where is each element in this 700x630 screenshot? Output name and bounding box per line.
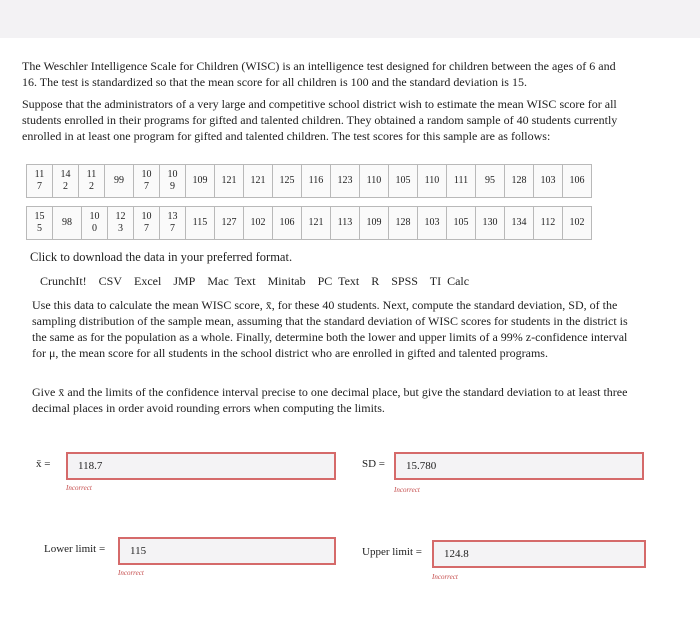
score-cell [160,207,186,240]
score-cell: 102 [244,207,273,240]
score-digits-bottom: 7 [170,223,175,234]
score-cell: 109 [360,207,389,240]
score-cell: 115 [186,207,215,240]
scenario-paragraph [22,96,684,144]
score-digits-top: 10 [141,169,152,180]
score-cell: 105 [389,165,418,198]
score-digits-bottom: 3 [118,223,123,234]
score-cell: 127 [215,207,244,240]
score-cell [27,165,53,198]
format-link-csv[interactable]: CSV [98,274,122,288]
xbar-feedback: Incorrect [66,484,92,492]
sd-label: SD = [362,458,386,470]
intro-line: The Weschler Intelligence Scale for Children (WISC) is an intelligence test designed for children between the ages of 6 and [22,59,616,73]
format-link-crunchit[interactable]: CrunchIt! [40,274,87,288]
scores-table-row-1 [26,164,592,198]
sd-input[interactable]: 15.780 [394,452,644,480]
score-digits-bottom: 7 [144,181,149,192]
score-cell: 116 [302,165,331,198]
precision-line: decimal places in order avoid rounding errors when computing the limits. [32,401,385,415]
format-link-jmp[interactable]: JMP [173,274,196,288]
score-cell: 102 [563,207,592,240]
score-cell [53,165,79,198]
score-cell: 130 [476,207,505,240]
score-digits-bottom: 2 [89,181,94,192]
score-cell [108,207,134,240]
score-cell: 134 [505,207,534,240]
download-format-list [40,274,475,289]
score-cell: 99 [105,165,134,198]
format-link-ti-calc[interactable]: TI Calc [429,274,470,288]
score-digits-bottom: 2 [63,181,68,192]
score-cell: 105 [447,207,476,240]
score-digits-bottom: 5 [37,223,42,234]
score-digits-top: 15 [34,211,45,222]
format-link-r[interactable]: R [371,274,380,288]
precision-line: Give x̄ and the limits of the confidence interval precise to one decimal place, but give the standard deviation to at least three [32,385,628,399]
lower-limit-label: Lower limit = [44,543,106,555]
score-cell: 98 [53,207,82,240]
score-digits-top: 11 [86,169,97,180]
score-cell: 111 [447,165,476,198]
score-cell: 103 [418,207,447,240]
score-cell: 109 [186,165,215,198]
score-digits-top: 10 [141,211,152,222]
instructions-line: for μ, the mean score for all students in the school district who are enrolled in gifted and talented programs. [32,346,548,360]
instructions-line: the same as for the population as a whole. Finally, determine both the lower and upper limits of a 99% z-confidence interval [32,330,628,344]
score-cell: 106 [273,207,302,240]
score-digits-top: 10 [167,169,178,180]
score-digits-bottom: 9 [170,181,175,192]
download-prompt: Click to download the data in your preferred format. [30,250,293,264]
xbar-input[interactable]: 118.7 [66,452,336,480]
score-cell: 95 [476,165,505,198]
score-cell: 103 [534,165,563,198]
score-cell: 121 [302,207,331,240]
scenario-line: students enrolled in their programs for gifted and talented children. They obtained a random sample of 40 students currently [22,113,618,127]
score-cell: 128 [389,207,418,240]
score-cell [160,165,186,198]
score-cell [134,207,160,240]
upper-limit-input[interactable]: 124.8 [432,540,646,568]
score-cell [134,165,160,198]
score-cell: 106 [563,165,592,198]
score-digits-bottom: 7 [37,181,42,192]
top-band [0,0,700,38]
instructions-line: Use this data to calculate the mean WISC score, x̄, for these 40 students. Next, compute the standard deviation, SD, of the [32,298,618,312]
score-cell [82,207,108,240]
score-cell: 113 [331,207,360,240]
instructions-paragraph [32,297,672,361]
score-cell: 121 [244,165,273,198]
scores-table-row-2 [26,206,592,240]
intro-paragraph [22,58,684,90]
score-cell: 123 [331,165,360,198]
score-digits-top: 10 [89,211,100,222]
upper-limit-label: Upper limit = [362,546,422,558]
upper-limit-feedback: Incorrect [432,573,458,581]
score-cell [27,207,53,240]
score-digits-top: 14 [60,169,71,180]
lower-limit-feedback: Incorrect [118,569,144,577]
format-link-minitab[interactable]: Minitab [267,274,306,288]
sd-feedback: Incorrect [394,486,420,494]
lower-limit-input[interactable]: 115 [118,537,336,565]
score-cell: 125 [273,165,302,198]
score-digits-bottom: 0 [92,223,97,234]
xbar-label: x̄ = [36,458,51,470]
score-cell: 128 [505,165,534,198]
intro-line: 16. The test is standardized so that the mean score for all children is 100 and the standard deviation is 15. [22,75,527,89]
format-link-spss[interactable]: SPSS [391,274,418,288]
format-link-mac-text[interactable]: Mac Text [207,274,256,288]
score-cell: 110 [360,165,389,198]
precision-paragraph [32,384,672,416]
score-cell: 112 [534,207,563,240]
instructions-line: sampling distribution of the sample mean, assuming that the standard deviation of WISC scores for students in the district is [32,314,628,328]
score-cell: 121 [215,165,244,198]
score-digits-bottom: 7 [144,223,149,234]
score-digits-top: 12 [115,211,126,222]
scenario-line: enrolled in at least one program for gifted and talented children. The test scores for this sample are as follows: [22,129,551,143]
score-cell: 110 [418,165,447,198]
score-digits-top: 13 [167,211,178,222]
format-link-pc-text[interactable]: PC Text [317,274,360,288]
scenario-line: Suppose that the administrators of a very large and competitive school district wish to estimate the mean WISC score for all [22,97,617,111]
score-cell [79,165,105,198]
score-digits-top: 11 [34,169,45,180]
format-link-excel[interactable]: Excel [134,274,162,288]
